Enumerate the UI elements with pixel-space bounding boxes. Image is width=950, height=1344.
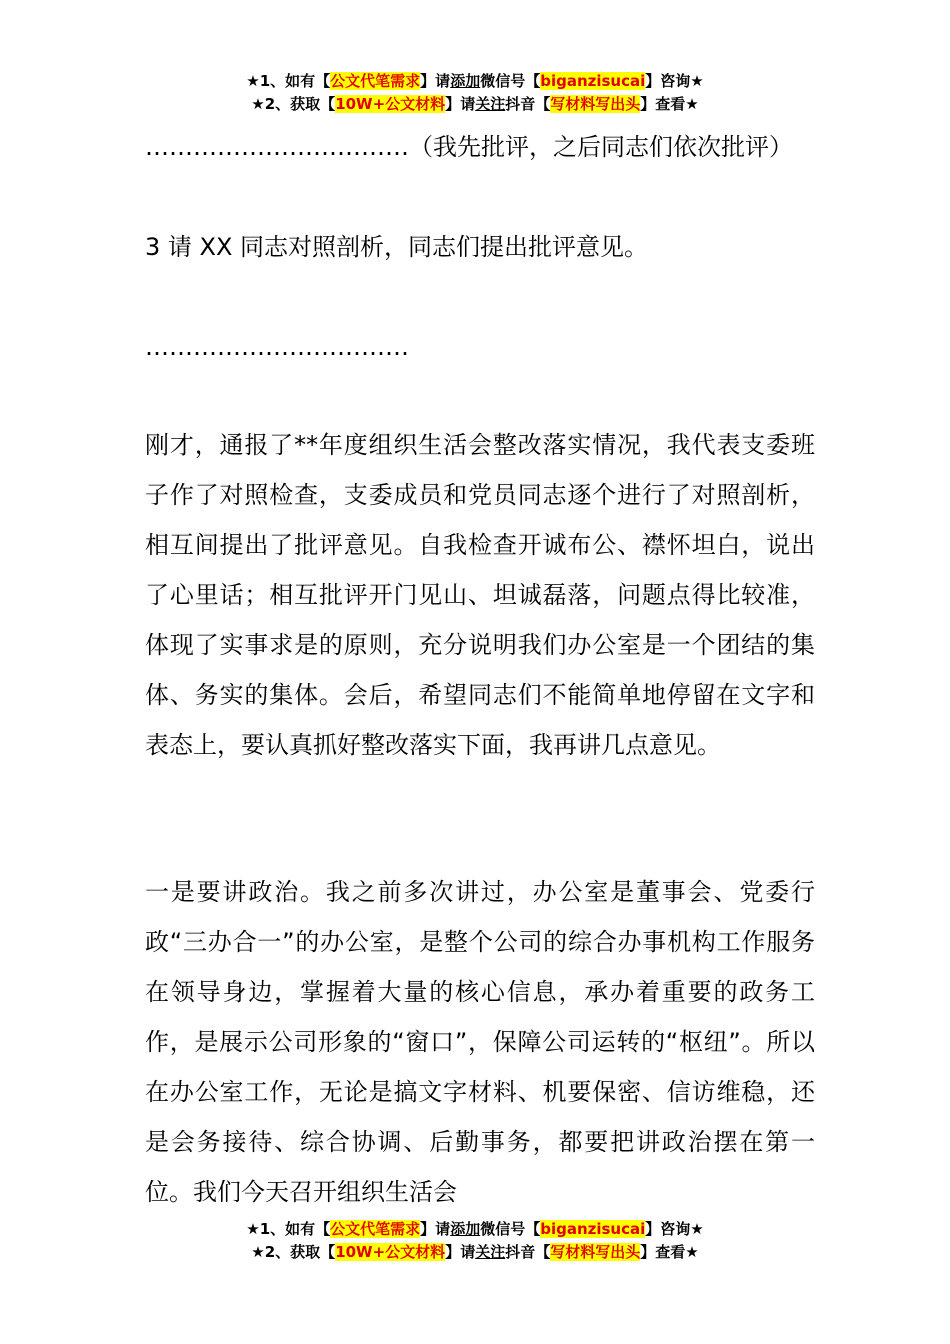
paragraph-ellipsis: ……………………………	[145, 333, 409, 361]
banner-text: ★1、如有【	[246, 72, 331, 90]
paragraph-request-analysis: 3 请 XX 同志对照剖析，同志们提出批评意见。	[145, 233, 649, 261]
banner-highlight: 写材料写出头	[550, 95, 641, 113]
banner-emphasis: 添加	[450, 1220, 481, 1238]
banner-text: 微信号【	[480, 72, 541, 90]
paragraph-critique-order: ……………………………（我先批评，之后同志们依次批评）	[145, 133, 793, 161]
header-banner	[0, 70, 950, 116]
footer-banner	[0, 1218, 950, 1264]
banner-text: ★2、获取【	[251, 95, 336, 113]
banner-text: ★1、如有【	[246, 1220, 331, 1238]
banner-line-2	[0, 1241, 950, 1264]
banner-highlight: 10W+公文材料	[335, 1243, 446, 1261]
banner-text: 】查看★	[640, 1243, 699, 1261]
banner-text: ★2、获取【	[251, 1243, 336, 1261]
banner-line-1	[0, 1218, 950, 1241]
banner-text: 】咨询★	[645, 1220, 704, 1238]
banner-text: 】咨询★	[645, 72, 704, 90]
banner-line-1	[0, 70, 950, 93]
banner-text: 】查看★	[640, 95, 699, 113]
banner-highlight: biganzisucai	[540, 1220, 646, 1238]
banner-text: 】请	[445, 1243, 476, 1261]
banner-text: 抖音【	[505, 95, 551, 113]
banner-emphasis: 添加	[450, 72, 481, 90]
banner-text: 】请	[420, 1220, 451, 1238]
banner-text: 抖音【	[505, 1243, 551, 1261]
banner-emphasis: 关注	[475, 95, 506, 113]
banner-text: 】请	[445, 95, 476, 113]
paragraph-summary: 刚才，通报了**年度组织生活会整改落实情况，我代表支委班子作了对照检查，支委成员和党员同志逐个进行了对照剖析，相互间提出了批评意见。自我检查开诚布公、襟怀坦白，说出了心里话；相互批评开门见山、坦诚磊落，问题点得比较准，体现了实事求是的原则，充分说明我们办公室是一个团结的集体、务实的集体。会后，希望同志们不能简单地停留在文字和表态上，要认真抓好整改落实下面，我再讲几点意见。	[145, 431, 815, 759]
banner-text: 】请	[420, 72, 451, 90]
banner-highlight: 公文代笔需求	[330, 1220, 421, 1238]
banner-line-2	[0, 93, 950, 116]
banner-highlight: 10W+公文材料	[335, 95, 446, 113]
banner-text: 微信号【	[480, 1220, 541, 1238]
banner-emphasis: 关注	[475, 1243, 506, 1261]
banner-highlight: 写材料写出头	[550, 1243, 641, 1261]
paragraph-politics: 一是要讲政治。我之前多次讲过，办公室是董事会、党委行政“三办合一”的办公室，是整个公司的综合办事机构工作服务在领导身边，掌握着大量的核心信息，承办着重要的政务工作，是展示公司形象的“窗口”，保障公司运转的“枢纽”。所以在办公室工作，无论是搞文字材料、机要保密、信访维稳，还是会务接待、综合协调、后勤事务，都要把讲政治摆在第一位。我们今天召开组织生活会	[145, 878, 815, 1206]
banner-highlight: 公文代笔需求	[330, 72, 421, 90]
banner-highlight: biganzisucai	[540, 72, 646, 90]
